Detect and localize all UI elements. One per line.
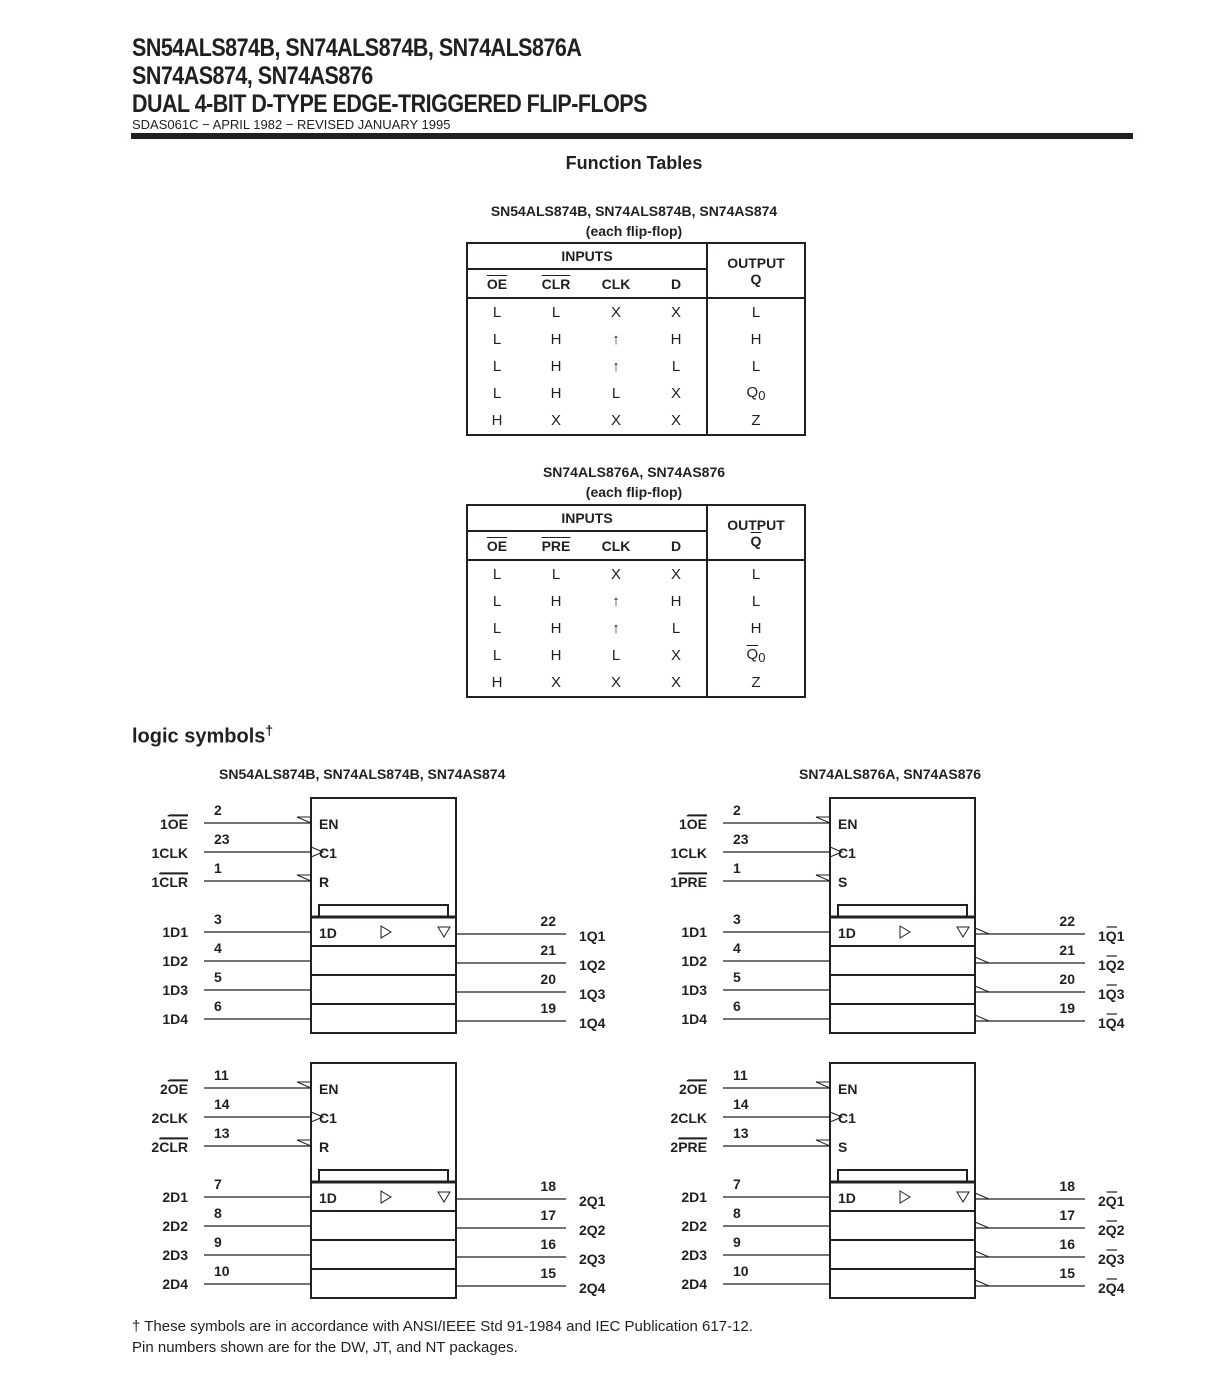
pin-number: 17 [540,1207,556,1223]
control-input-label: 2CLK [151,1110,188,1126]
output-label: 2Q4 [1098,1280,1125,1296]
table-cell: L [492,593,502,610]
data-input-label: 1D3 [681,982,707,998]
table-cell: H [491,412,503,429]
output-label: OUTPUT [727,254,785,271]
control-input-label: 1CLK [151,845,188,861]
pin-number: 5 [733,969,741,985]
table-cell: L [492,620,502,637]
table-cell: X [550,412,561,429]
header-line-1: SN54ALS874B, SN74ALS874B, SN74ALS876A [132,34,582,62]
logic-symbols-right-title: SN74ALS876A, SN74AS876 [799,766,982,782]
data-input-label: 1D2 [681,953,707,969]
active-low-indicator [297,875,311,881]
3-state-triangle [438,927,450,937]
control-input-label: 2OE [159,1081,188,1097]
output-sub-label: Q [750,270,762,287]
pin-number: 6 [733,998,741,1014]
table-cell: L [611,647,621,664]
table-cell: L [551,566,561,583]
pin-number: 20 [540,971,556,987]
control-function-label: R [319,874,330,890]
table-cell: H [550,331,562,348]
table-cell: ↑ [612,593,620,610]
data-input-label: 2D4 [162,1276,188,1292]
register-cell [311,1211,456,1240]
pin-number: 15 [540,1265,556,1281]
pin-number: 4 [214,940,222,956]
table-cell: Z [707,669,805,697]
output-label: 1Q3 [579,986,606,1002]
register-cell [830,1240,975,1269]
pin-number: 5 [214,969,222,985]
inversion-indicator [975,986,989,992]
control-input-label: 2CLK [670,1110,707,1126]
output-label: 2Q4 [579,1280,606,1296]
header-line-2: SN74AS874, SN74AS876 [132,62,373,90]
table-cell: ↑ [612,620,620,637]
control-block-notch [311,1170,456,1182]
active-low-indicator [297,1082,311,1088]
register-cell [311,946,456,975]
table-cell: X [610,674,621,691]
output-label: 2Q2 [579,1222,606,1238]
control-input-label: 2OE [678,1081,707,1097]
data-input-label: 2D1 [162,1189,188,1205]
inversion-indicator [975,1222,989,1228]
cell-triangle [900,1191,910,1203]
table-cell: X [670,385,681,402]
active-low-indicator [816,817,830,823]
output-label: 1Q4 [1098,1015,1125,1031]
pin-number: 18 [540,1178,556,1194]
output-label: 1Q2 [579,957,606,973]
output-label: 2Q1 [1098,1193,1125,1209]
inversion-indicator [975,957,989,963]
active-low-indicator [816,875,830,881]
3-state-triangle [957,1192,969,1202]
table-cell: H [550,358,562,375]
table-cell: ↑ [612,358,620,375]
table-cell: ↑ [612,331,620,348]
control-function-label: EN [838,1081,858,1097]
output-label: OUTPUT [727,516,785,533]
logic-symbols-title: logic symbols† [132,722,274,748]
control-function-label: C1 [319,1110,337,1126]
pin-number: 3 [733,911,741,927]
control-function-label: S [838,1139,848,1155]
inversion-indicator [975,928,989,934]
function-tables-title: Function Tables [565,153,703,173]
table-cell: X [610,412,621,429]
table-cell: L [707,353,805,380]
table-cell: X [670,674,681,691]
table-cell: X [670,304,681,321]
table-cell: H [707,615,805,642]
pin-number: 11 [733,1067,748,1083]
output-sub-label: $\overline{Q}$ [750,532,762,549]
3-state-triangle [438,1192,450,1202]
active-low-indicator [816,1082,830,1088]
output-label: 2Q3 [579,1251,606,1267]
register-cell [311,975,456,1004]
table-cell: H [550,647,562,664]
control-function-label: C1 [838,845,856,861]
pin-number: 14 [214,1096,230,1112]
output-label: 1Q1 [579,928,606,944]
cell-label: 1D [838,925,856,941]
table-cell: H [707,326,805,353]
pin-number: 13 [214,1125,230,1141]
column-header-label: D [670,275,682,292]
table-cell: X [610,566,621,583]
control-input-label: 1OE [678,816,707,832]
table-cell: L [611,385,621,402]
output-label: 1Q4 [579,1015,606,1031]
table-cell: H [670,593,682,610]
column-header-label: $\overline{OE}$ [486,537,508,554]
table-cell: H [550,593,562,610]
pin-number: 1 [214,860,222,876]
control-function-label: EN [319,816,339,832]
table-cell: L [707,298,805,326]
control-function-label: C1 [319,845,337,861]
control-function-label: S [838,874,848,890]
table-cell: X [610,304,621,321]
cell-triangle [900,926,910,938]
inversion-indicator [975,1251,989,1257]
pin-number: 20 [1059,971,1075,987]
pin-number: 17 [1059,1207,1075,1223]
register-cell [830,1269,975,1298]
pin-number: 2 [733,802,741,818]
table-cell: X [670,412,681,429]
column-header-label: $\overline{OE}$ [486,275,508,292]
column-header-label: $\overline{PRE}$ [541,537,571,554]
table-cell: X [550,674,561,691]
control-block-notch [830,905,975,917]
cell-label: 1D [319,1190,337,1206]
control-input-label: 1CLK [670,845,707,861]
column-header-label: CLK [601,275,631,292]
pin-number: 21 [1059,942,1075,958]
control-function-label: R [319,1139,330,1155]
active-low-indicator [297,817,311,823]
table-cell: H [491,674,503,691]
document-number: SDAS061C − APRIL 1982 − REVISED JANUARY 1995 [132,117,451,132]
pin-number: 22 [1059,913,1075,929]
pin-number: 4 [733,940,741,956]
control-block-notch [311,905,456,917]
table-cell: L [492,304,502,321]
pin-number: 7 [214,1176,222,1192]
control-input-label: 2PRE [670,1139,707,1155]
data-input-label: 1D2 [162,953,188,969]
register-cell [830,1004,975,1033]
output-label: 1Q2 [1098,957,1125,973]
pin-number: 15 [1059,1265,1075,1281]
pin-number: 19 [1059,1000,1075,1016]
table-cell: L [492,331,502,348]
header-line-3: DUAL 4-BIT D-TYPE EDGE-TRIGGERED FLIP-FLOPS [132,90,647,118]
table-cell: X [670,566,681,583]
pin-number: 10 [214,1263,230,1279]
output-label: 1Q3 [1098,986,1125,1002]
inputs-header: INPUTS [467,243,707,269]
register-cell [830,946,975,975]
column-header-label: D [670,537,682,554]
pin-number: 8 [214,1205,222,1221]
pin-number: 21 [540,942,556,958]
data-input-label: 2D1 [681,1189,707,1205]
control-input-label: 1CLR [151,874,188,890]
logic-symbols-left-title: SN54ALS874B, SN74ALS874B, SN74AS874 [219,766,506,782]
table-cell: $\overline{Q}0$ [707,642,805,669]
pin-number: 19 [540,1000,556,1016]
table-cell: L [492,385,502,402]
pin-number: 11 [214,1067,229,1083]
table-cell: L [492,566,502,583]
data-input-label: 2D2 [162,1218,188,1234]
cell-label: 1D [319,925,337,941]
inversion-indicator [975,1193,989,1199]
active-low-indicator [297,1140,311,1146]
table-cell: L [671,358,681,375]
inversion-indicator [975,1280,989,1286]
table-cell: H [550,620,562,637]
cell-triangle [381,926,391,938]
function-table-2-title: SN74ALS876A, SN74AS876 (each flip-flop) [542,464,726,500]
table-cell: L [492,647,502,664]
table-cell: L [492,358,502,375]
register-cell [311,1269,456,1298]
pin-number: 8 [733,1205,741,1221]
column-header-label: CLK [601,537,631,554]
pin-number: 14 [733,1096,749,1112]
table-cell: Z [707,407,805,435]
cell-triangle [381,1191,391,1203]
cell-label: 1D [838,1190,856,1206]
data-input-label: 1D1 [681,924,707,940]
table-cell: L [707,588,805,615]
pin-number: 6 [214,998,222,1014]
pin-number: 16 [1059,1236,1075,1252]
pin-number: 10 [733,1263,749,1279]
footnote-line-2: Pin numbers shown are for the DW, JT, and NT packages. [132,1339,518,1356]
data-input-label: 2D3 [162,1247,188,1263]
table-cell: L [551,304,561,321]
output-label: 2Q2 [1098,1222,1125,1238]
pin-number: 22 [540,913,556,929]
table-cell: X [670,647,681,664]
control-input-label: 1OE [159,816,188,832]
pin-number: 23 [214,831,230,847]
pin-number: 7 [733,1176,741,1192]
inputs-header: INPUTS [467,505,707,531]
output-label: 2Q1 [579,1193,606,1209]
pin-number: 9 [214,1234,222,1250]
output-label: 1Q1 [1098,928,1125,944]
pin-number: 16 [540,1236,556,1252]
register-cell [311,1240,456,1269]
control-function-label: C1 [838,1110,856,1126]
data-input-label: 1D1 [162,924,188,940]
table-cell: H [550,385,562,402]
register-cell [311,1004,456,1033]
table-cell: Q0 [707,380,805,407]
footnote-line-1: † These symbols are in accordance with ANSI/IEEE Std 91-1984 and IEC Publication 617-12. [132,1318,753,1335]
pin-number: 2 [214,802,222,818]
register-cell [830,975,975,1004]
control-input-label: 1PRE [670,874,707,890]
data-input-label: 2D3 [681,1247,707,1263]
control-function-label: EN [838,816,858,832]
data-input-label: 1D4 [681,1011,707,1027]
control-block-notch [830,1170,975,1182]
column-header-label: $\overline{CLR}$ [541,275,571,292]
table-cell: L [671,620,681,637]
data-input-label: 1D3 [162,982,188,998]
data-input-label: 2D2 [681,1218,707,1234]
pin-number: 13 [733,1125,749,1141]
function-table-1-title: SN54ALS874B, SN74ALS874B, SN74AS874 (each flip-flop) [490,203,778,239]
pin-number: 9 [733,1234,741,1250]
data-input-label: 1D4 [162,1011,188,1027]
3-state-triangle [957,927,969,937]
inversion-indicator [975,1015,989,1021]
pin-number: 3 [214,911,222,927]
control-function-label: EN [319,1081,339,1097]
table-cell: H [670,331,682,348]
pin-number: 1 [733,860,741,876]
active-low-indicator [816,1140,830,1146]
pin-number: 23 [733,831,749,847]
pin-number: 18 [1059,1178,1075,1194]
output-label: 2Q3 [1098,1251,1125,1267]
data-input-label: 2D4 [681,1276,707,1292]
control-input-label: 2CLR [151,1139,188,1155]
register-cell [830,1211,975,1240]
table-cell: L [707,560,805,588]
